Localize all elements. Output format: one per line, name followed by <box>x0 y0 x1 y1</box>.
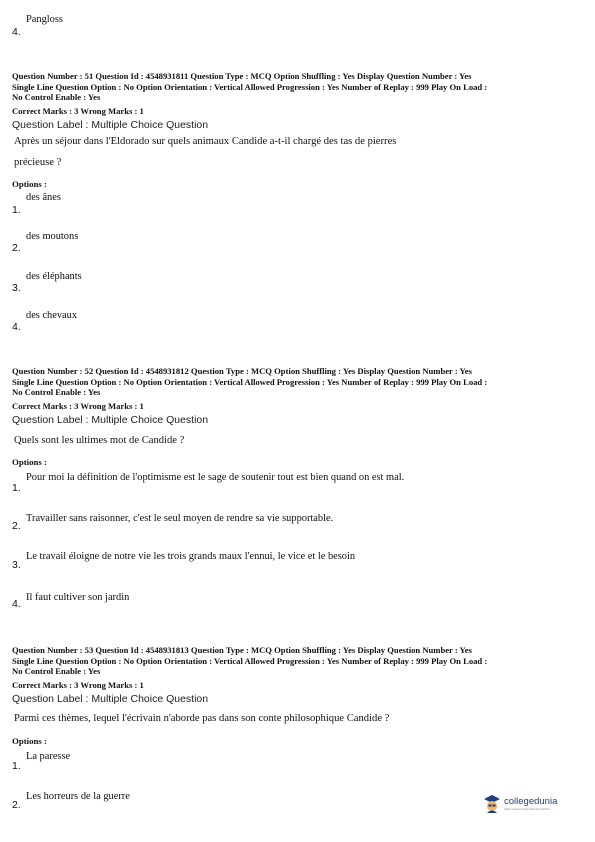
question-text-cont: précieuse ? <box>14 157 62 168</box>
question-label: Question Label : Multiple Choice Question <box>12 119 209 131</box>
option-number: 2. <box>12 799 21 811</box>
option-number: 4. <box>12 321 21 333</box>
option-number: 4. <box>12 598 21 610</box>
marks-line: Correct Marks : 3 Wrong Marks : 1 <box>12 680 144 690</box>
option-text: La paresse <box>26 751 71 762</box>
option-text: Pour moi la définition de l'optimisme est le sage de soutenir tout est bien quand on est mal. <box>26 472 405 483</box>
option-text: des moutons <box>26 231 79 242</box>
option-number: 3. <box>12 559 21 571</box>
marks-line: Correct Marks : 3 Wrong Marks : 1 <box>12 401 144 411</box>
options-header: Options : <box>12 457 47 467</box>
question-label: Question Label : Multiple Choice Question <box>12 693 209 705</box>
option-number: 1. <box>12 760 21 772</box>
question-text: Quels sont les ultimes mot de Candide ? <box>14 435 185 446</box>
question-meta: Question Number : 53 Question Id : 4548931813 Question Type : MCQ Option Shuffling : Yes Display Question Number : Yes Single Line Question Option : No Option Orientation : Vertical Allowed Progression : Yes Number of Replay : 999 Play On Load : No Control Enable : Yes <box>12 645 488 677</box>
question-meta: Question Number : 52 Question Id : 4548931812 Question Type : MCQ Option Shuffling : Yes Display Question Number : Yes Single Line Question Option : No Option Orientation : Vertical Allowed Progression : Yes Number of Replay : 999 Play On Load : No Control Enable : Yes <box>12 366 488 398</box>
option-text: des éléphants <box>26 271 82 282</box>
marks-line: Correct Marks : 3 Wrong Marks : 1 <box>12 106 144 116</box>
option-number: 2. <box>12 242 21 254</box>
option-number: 1. <box>12 482 21 494</box>
question-text: Après un séjour dans l'Eldorado sur quels animaux Candide a-t-il chargé des tas de pierres <box>14 136 397 147</box>
option-number: 1. <box>12 204 21 216</box>
logo-tagline: India's Largest Student Review Platform <box>504 808 551 811</box>
logo-icon <box>482 793 502 813</box>
option-text: Le travail éloigne de notre vie les trois grands maux l'ennui, le vice et le besoin <box>26 551 356 562</box>
question-meta: Question Number : 51 Question Id : 4548931811 Question Type : MCQ Option Shuffling : Yes Display Question Number : Yes Single Line Question Option : No Option Orientation : Vertical Allowed Progression : Yes Number of Replay : 999 Play On Load : No Control Enable : Yes <box>12 71 488 103</box>
option-text: des ânes <box>26 192 61 203</box>
logo-wordmark: collegedunia <box>504 796 558 807</box>
option-text: Il faut cultiver son jardin <box>26 592 130 603</box>
options-header: Options : <box>12 179 47 189</box>
option-text: des chevaux <box>26 310 78 321</box>
option-number: 2. <box>12 520 21 532</box>
option-number: 3. <box>12 282 21 294</box>
option-text: Les horreurs de la guerre <box>26 791 130 802</box>
options-header: Options : <box>12 736 47 746</box>
question-label: Question Label : Multiple Choice Question <box>12 414 209 426</box>
option-number: 4. <box>12 26 21 38</box>
question-text: Parmi ces thèmes, lequel l'écrivain n'aborde pas dans son conte philosophique Candide ? <box>14 713 390 724</box>
option-text: Pangloss <box>26 14 63 25</box>
option-text: Travailler sans raisonner, c'est le seul moyen de rendre sa vie supportable. <box>26 513 334 524</box>
